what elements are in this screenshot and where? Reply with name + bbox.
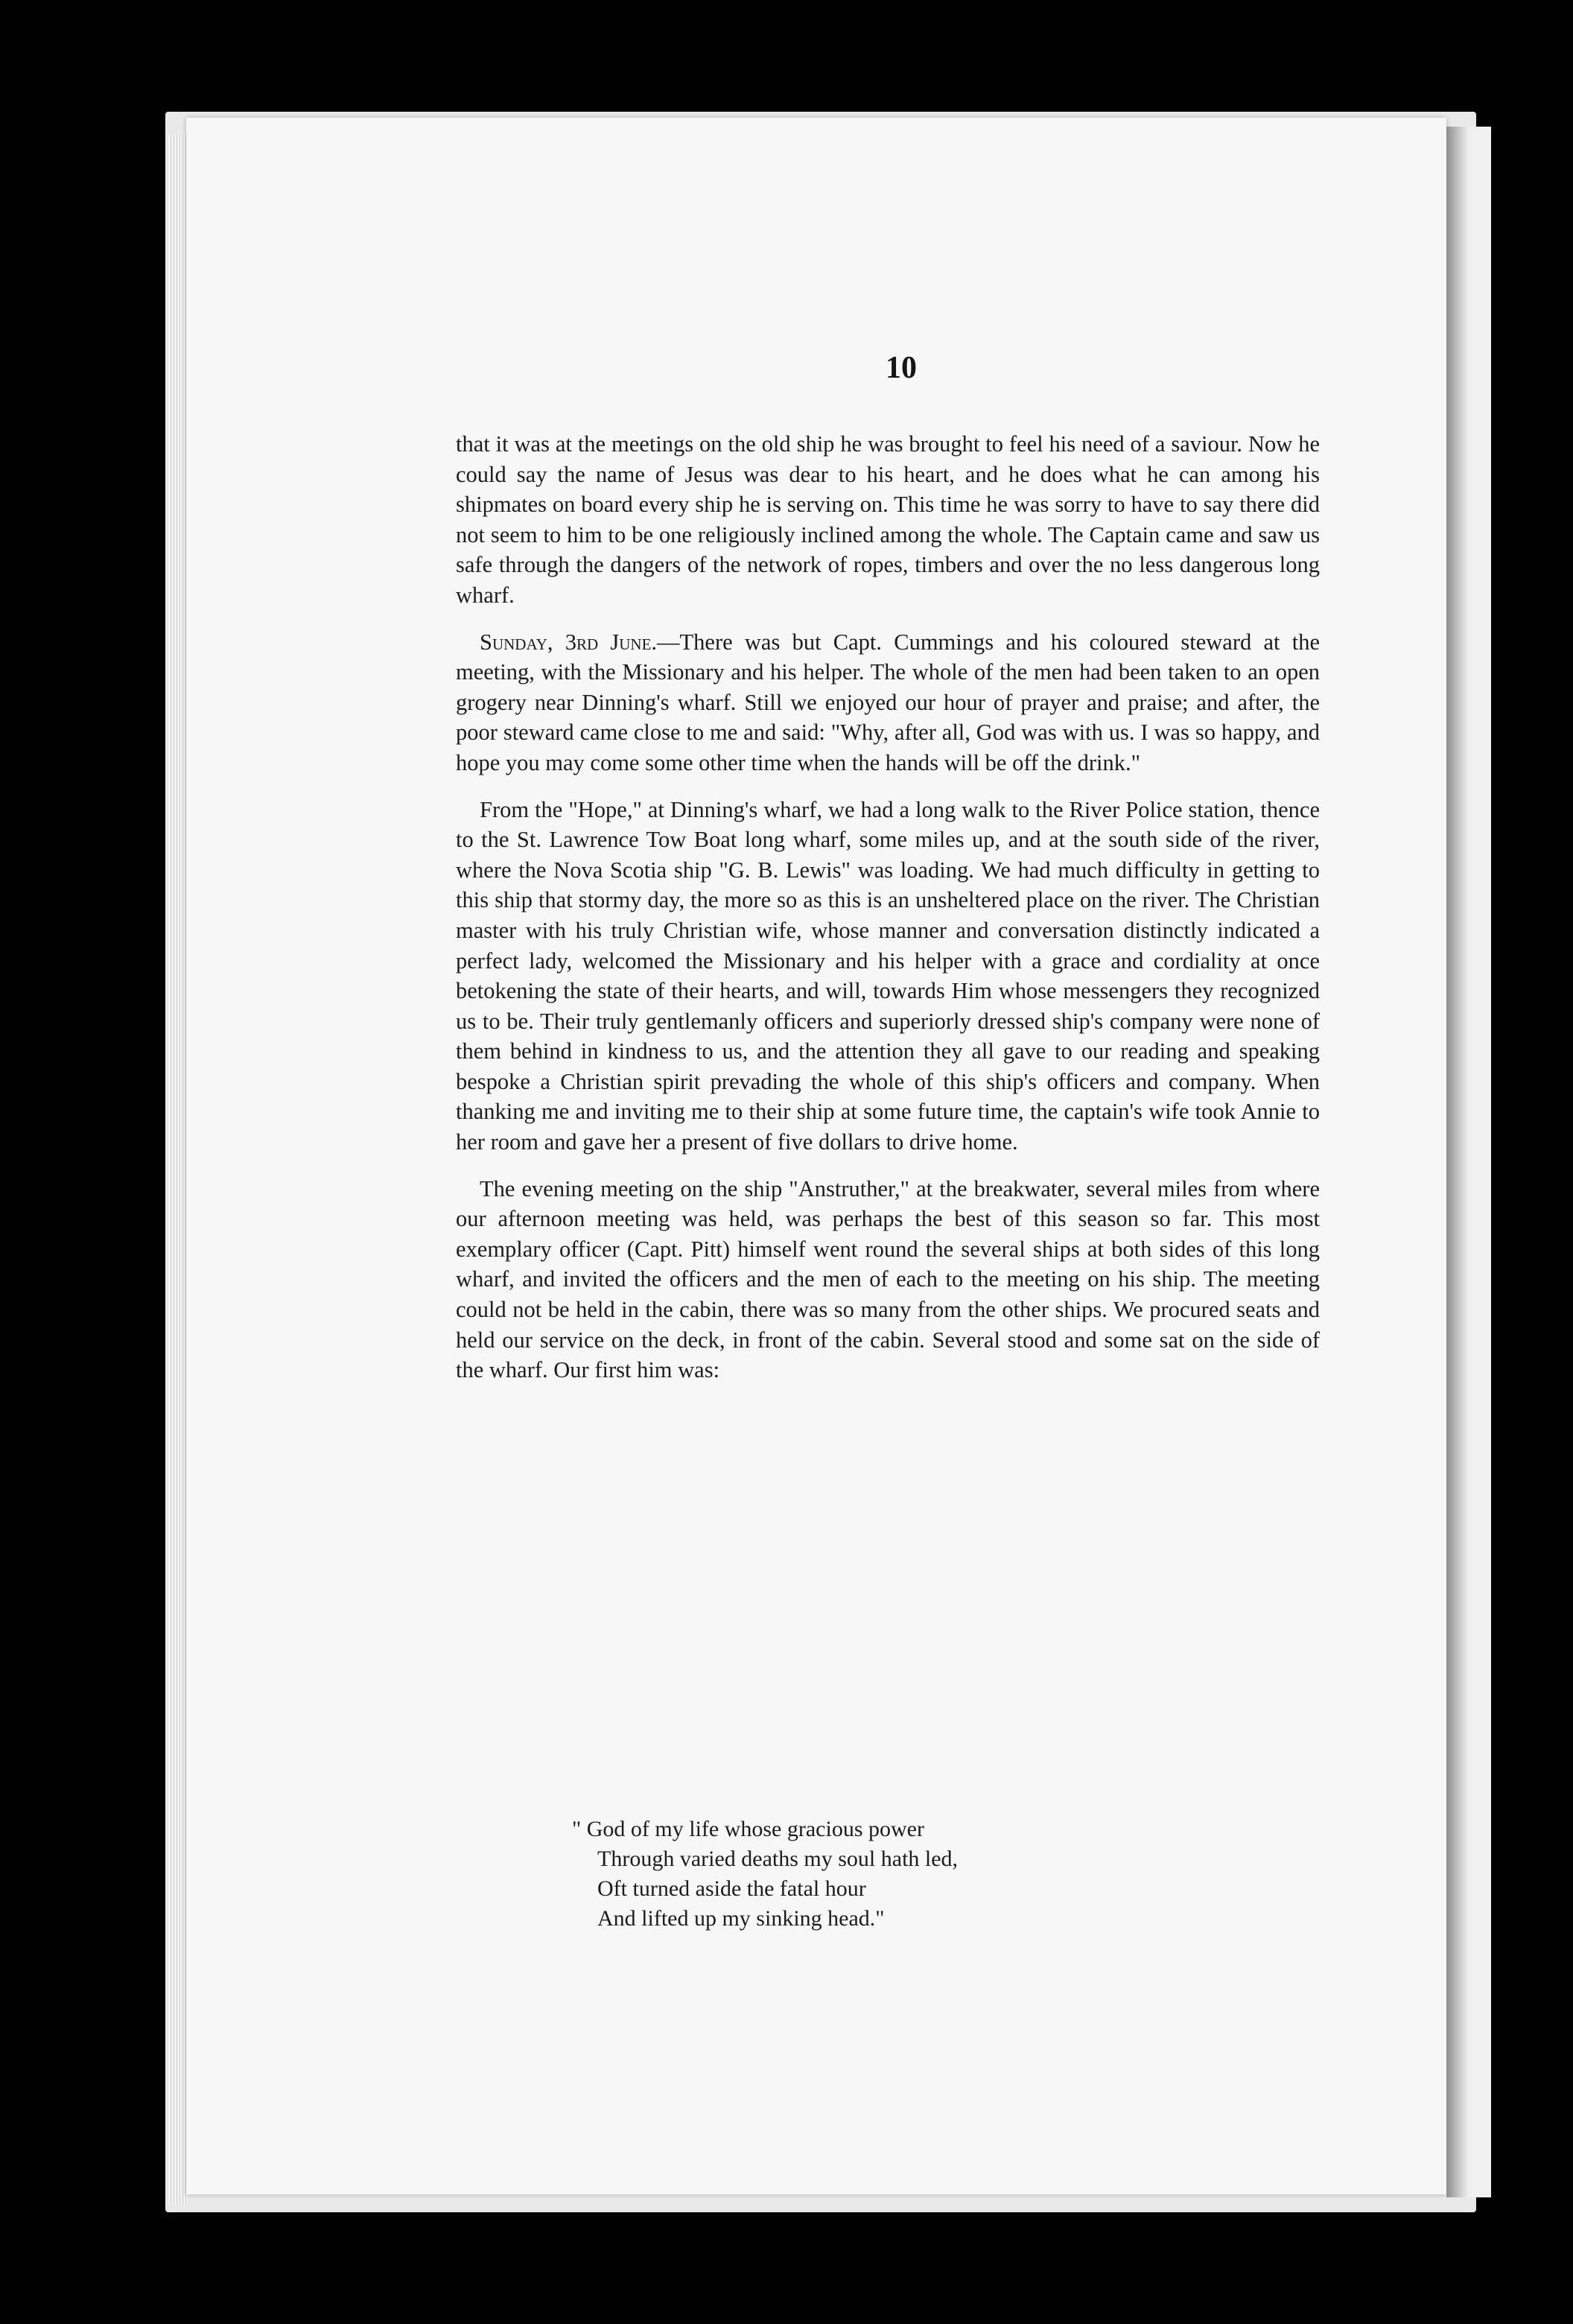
verse-line-4: And lifted up my sinking head." <box>597 1906 885 1931</box>
paragraph-3-text: From the "Hope," at Dinning's wharf, we had a long walk to the River Police station, thence to the St. Lawrence Tow Boat long wharf, some miles up, and at the south side of the river, where the Nova Scotia ship "G. B. Lewis" was loading. We had much difficulty in getting to this ship that stormy day, the more so as this is an unsheltered place on the river. The Christian master with his truly Christian wife, whose manner and conversation distinctly indicated a perfect lady, welcomed the Missionary and his helper with a grace and cordiality at once betokening the state of their hearts, and will, towards Him whose messengers they recognized us to be. Their truly gentlemanly officers and superiorly dressed ship's company were none of them behind in kindness to us, and the attention they all gave to our reading and speaking bespoke a Christian spirit prevading the whole of this ship's officers and company. When thanking me and inviting me to their ship at some future time, the captain's wife took Annie to her room and gave her a present of five dollars to drive home. <box>456 796 1320 1155</box>
paragraph-2 <box>456 627 1320 778</box>
verse-line-2: Through varied deaths my soul hath led, <box>597 1847 959 1871</box>
page-number: 10 <box>886 351 917 385</box>
paragraph-1 <box>456 429 1320 611</box>
body-text <box>456 429 1320 1402</box>
verse-line-1: " God of my life whose gracious power <box>572 1817 924 1841</box>
paragraph-1-text: that it was at the meetings on the old ship he was brought to feel his need of a saviour. Now he could say the name of Jesus was dear to his heart, and he does what he can among his shipmates on board every ship he is serving on. This time he was sorry to have to say there did not seem to him to be one religiously inclined among the whole. The Captain came and saw us safe through the dangers of the network of ropes, timbers and over the no less dangerous long wharf. <box>456 431 1320 608</box>
hymn-verse <box>572 1815 958 1934</box>
next-page-edge <box>1446 127 1491 2197</box>
verse-line-3: Oft turned aside the fatal hour <box>597 1876 866 1901</box>
page-edges <box>168 134 188 2205</box>
paragraph-2-lead: Sunday, 3rd June. <box>480 629 658 655</box>
paragraph-4 <box>456 1174 1320 1385</box>
paragraph-3 <box>456 795 1320 1158</box>
paragraph-4-text: The evening meeting on the ship "Anstruther," at the breakwater, several miles from where our afternoon meeting was held, was perhaps the best of this season so far. This most exemplary officer (Capt. Pitt) himself went round the several ships at both sides of this long wharf, and invited the officers and the men of each to the meeting on his ship. The meeting could not be held in the cabin, there was so many from the other ships. We procured seats and held our service on the deck, in front of the cabin. Several stood and some sat on the side of the wharf. Our first him was: <box>456 1175 1320 1383</box>
paragraph-2-text: —There was but Capt. Cummings and his coloured steward at the meeting, with the Missionary and his helper. The whole of the men had been taken to an open grogery near Dinning's wharf. Still we enjoyed our hour of prayer and praise; and after, the poor steward came close to me and said: "Why, after all, God was with us. I was so happy, and hope you may come some other time when the hands will be off the drink." <box>456 629 1320 775</box>
